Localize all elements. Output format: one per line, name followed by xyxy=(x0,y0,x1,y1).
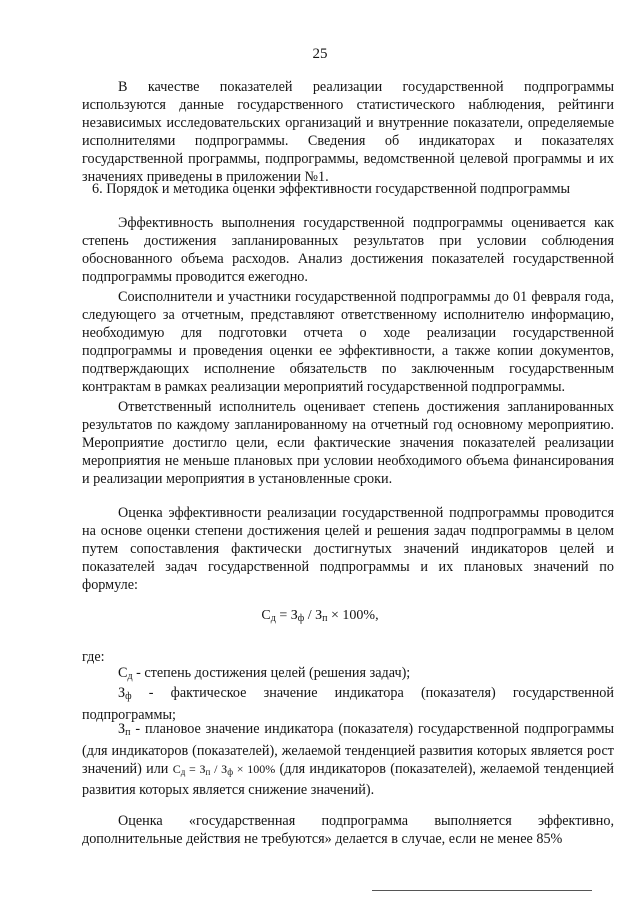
definition-zf: $З_ф$ - фактическое значение индикатора (показателя) государственной подпрограммы; xyxy=(82,685,614,723)
paragraph-indicators-sources: В качестве показателей реализации государственной подпрограммы используются данные государственного статистического наблюдения, рейтинги независимых исследовательских организаций и внутренние показатели, определяемые исполнителями подпрограммы. Сведения об индикаторах и показателях государственной программы, подпрограммы, ведомственной целевой программы и их значениях приведены в приложении №1. xyxy=(82,79,614,185)
efficiency-formula: $С_д = З_ф / З_п \times 100\%$, xyxy=(261,608,379,624)
paragraph-effective-rating: Оценка «государственная подпрограмма выполняется эффективно, дополнительные действия не требуются» делается в случае, если не менее 85% xyxy=(82,813,614,847)
footer-rule xyxy=(372,890,592,891)
inline-formula: $С_д = З_п / З_ф \times 100\%$ xyxy=(172,762,276,777)
definition-sd: $С_д$ - степень достижения целей (решения задач); xyxy=(118,665,411,682)
paragraph-responsible-executor: Ответственный исполнитель оценивает степень достижения запланированных результатов по каждому запланированному на отчетный год основному мероприятию. Мероприятие достигло цели, если фактические значения показателей реализации мероприятия не меньше плановых при условии необходимого объема финансирования и реализации мероприятия в установленные сроки. xyxy=(82,399,614,487)
definition-zp: $З_п$ - плановое значение индикатора (показателя) государственной подпрограммы (для индикаторов (показателей), желаемой тенденцией развития которых является рост значений) или $С_д = З_п / З_ф \times 100\%$ (для индикаторов (показателей), желаемой тенденцией развития которых является снижение значений). xyxy=(82,721,614,798)
paragraph-efficiency-definition: Эффективность выполнения государственной подпрограммы оценивается как степень достижения запланированных результатов при условии соблюдения обоснованного объема расходов. Анализ достижения показателей государственной подпрограммы проводится ежегодно. xyxy=(82,215,614,285)
paragraph-coexecutors-reporting: Соисполнители и участники государственной подпрограммы до 01 февраля года, следующего за отчетным, представляют ответственному исполнителю информацию, необходимую для подготовки отчета о ходе реализации государственной подпрограммы и проведения оценки ее эффективности, а также копии документов, подтверждающих исполнение обязательств по заключенным государственным контрактам в рамках реализации мероприятий государственной подпрограммы. xyxy=(82,289,614,395)
paragraph-evaluation-method: Оценка эффективности реализации государственной подпрограммы проводится на основе оценки степени достижения целей и решения задач подпрограммы в целом путем сопоставления фактически достигнутых значений индикаторов целей и показателей задач государственной подпрограммы и их плановых значений по формуле: xyxy=(82,505,614,593)
page-number: 25 xyxy=(312,46,328,62)
where-label: где: xyxy=(82,649,105,665)
section-heading: 6. Порядок и методика оценки эффективности государственной подпрограммы xyxy=(92,181,571,197)
